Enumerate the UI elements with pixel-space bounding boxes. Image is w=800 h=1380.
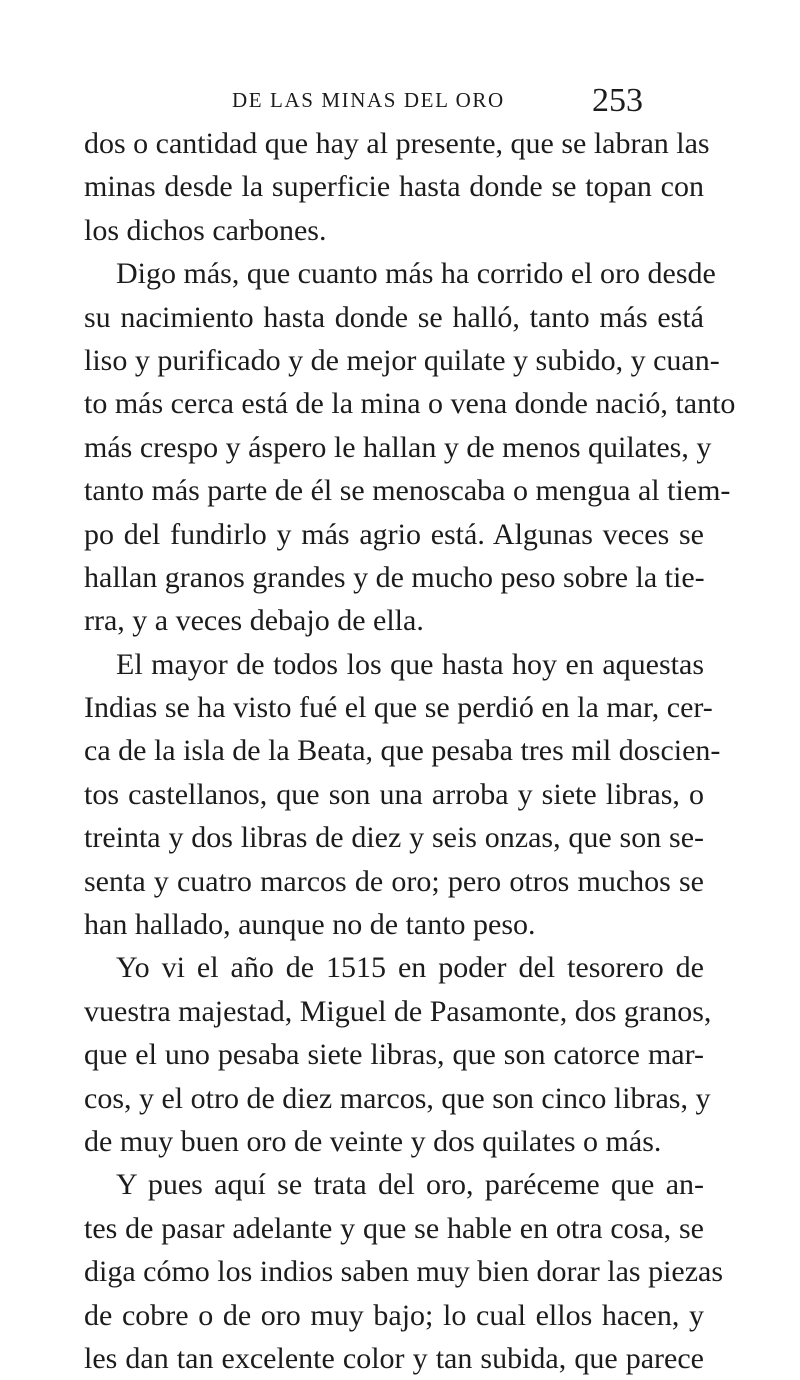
running-header <box>0 82 800 122</box>
paragraph-end-line: rra, y a veces debajo de ella. <box>84 604 424 638</box>
text-line: po del fundirlo y más agrio está. Algunas veces se <box>84 517 704 551</box>
paragraph-end-line: han hallado, aunque no de tanto peso. <box>84 908 536 942</box>
text-line: minas desde la superficie hasta donde se topan con <box>84 170 704 204</box>
text-line: tanto más parte de él se menoscaba o mengua al tiem- <box>84 474 731 508</box>
body-text <box>84 122 736 1380</box>
text-line: cos, y el otro de diez marcos, que son cinco libras, y <box>84 1081 711 1115</box>
text-line: tos castellanos, que son una arroba y siete libras, o <box>84 777 704 811</box>
text-line: su nacimiento hasta donde se halló, tanto más está <box>84 300 704 334</box>
text-line: dos o cantidad que hay al presente, que se labran las <box>84 127 710 160</box>
text-line: que el uno pesaba siete libras, que son catorce mar- <box>84 1038 704 1072</box>
text-line: más crespo y áspero le hallan y de menos quilates, y <box>84 430 712 464</box>
text-line: senta y cuatro marcos de oro; pero otros muchos se <box>84 864 704 898</box>
paragraph-start-line: Digo más, que cuanto más ha corrido el oro desde <box>116 257 716 291</box>
text-line: liso y purificado y de mejor quilate y subido, y cuan- <box>84 343 720 377</box>
paragraph-start-line: Y pues aquí se trata del oro, paréceme que an- <box>116 1168 704 1202</box>
text-line: tes de pasar adelante y que se hable en otra cosa, se <box>84 1211 704 1245</box>
text-line: diga cómo los indios saben muy bien dorar las piezas <box>84 1255 724 1289</box>
page-number: 253 <box>592 82 643 119</box>
text-line: de cobre o de oro muy bajo; lo cual ellos hacen, y <box>84 1298 704 1332</box>
text-line: to más cerca está de la mina o vena donde nació, tanto <box>84 387 736 421</box>
text-line: hallan granos grandes y de mucho peso sobre la tie- <box>84 560 705 594</box>
text-line: ca de la isla de la Beata, que pesaba tres mil doscien- <box>84 734 721 768</box>
running-head-title: DE LAS MINAS DEL ORO <box>232 88 505 112</box>
paragraph-start-line: El mayor de todos los que hasta hoy en aquestas <box>116 647 704 681</box>
paragraph-end-line: de muy buen oro de veinte y dos quilates o más. <box>84 1124 662 1158</box>
text-line: treinta y dos libras de diez y seis onzas, que son se- <box>84 821 704 855</box>
paragraph-start-line: Yo vi el año de 1515 en poder del tesorero de <box>116 951 704 985</box>
text-line: vuestra majestad, Miguel de Pasamonte, dos granos, <box>84 994 712 1028</box>
paragraph-end-line: los dichos carbones. <box>84 213 327 247</box>
text-line: Indias se ha visto fué el que se perdió en la mar, cer- <box>84 691 713 725</box>
text-line: les dan tan excelente color y tan subida, que parece <box>84 1341 704 1375</box>
